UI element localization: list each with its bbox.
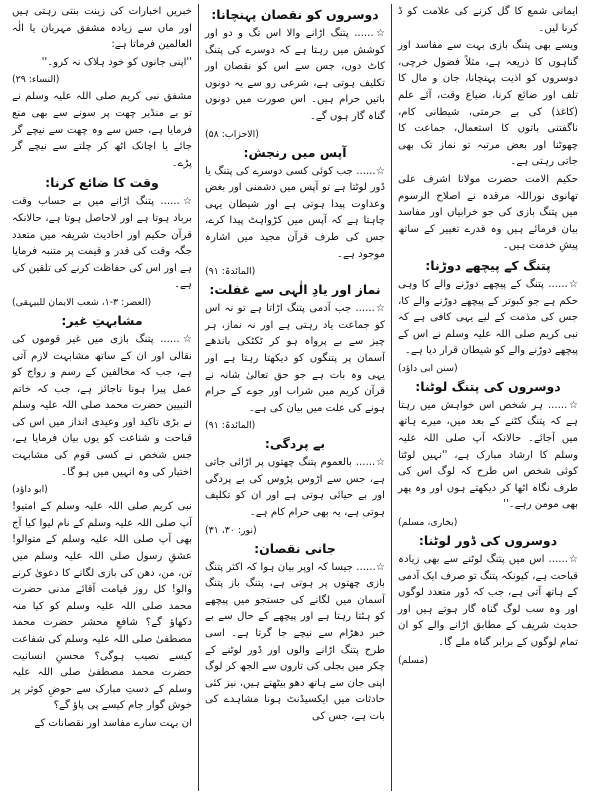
section-heading: مشابہتِ غیر: <box>61 312 143 328</box>
paragraph: ☆...... اس میں پتنگ لوٹنے سے بھی زیادہ قباحت ہے، کیونکہ پتنگ تو صرف ایک آدمی کے ہاتھ آتی ہے، جب کہ ڈور متعدد لوگوں اور وہ سب لوگ گناہ گار ہوتے ہیں اور حدیث شریف کے مطابق اڑانے والے کو ان تمام لوگوں کے برابر گناہ ملے گا۔ <box>398 554 578 648</box>
paragraph: ☆...... بالعموم پتنگ چھتوں پر اڑائی جاتی ہے، جس سے اڑوس پڑوس کی بے پردگی اور بے حیائی ہوتی ہے اور ان کو تکلیف ہوتی ہے، یہ بھی حرام کام ہے۔ <box>205 457 385 519</box>
citation: (المائدۃ: ۹۱) <box>205 266 256 278</box>
paragraph: ☆...... پتنگ اڑانے میں بے حساب وقت برباد ہوتا ہے اور لاحاصل ہوتا ہے، حالانکہ قرآن حکیم اور احادیث شریفہ میں متعدد جگہ وقت کی قدر و قیمت پر متنبہ فرمایا ہے اور اس کی حفاظت کرنے کی تلقین کی ہے۔ <box>12 196 192 291</box>
column-right <box>392 4 584 791</box>
section-heading: جانی نقصان: <box>254 540 336 556</box>
citation: (بخاری، مسلم) <box>398 517 458 529</box>
column-middle <box>199 4 392 791</box>
paragraph: ☆...... ہر شخص اس خواہش میں رہتا ہے کہ پتنگ کٹنے کے بعد میں، میرے ہاتھ میں آجائے۔ حالانکہ آپ صلی اللہ علیہ وسلم کا ارشاد مبارک ہے، ''نہیں لوٹتا کوئی شخص اس طرح کہ لوگ اس کی طرف نگاہ اٹھا کر دیکھتے ہوں اور وہ پھر بھی مومن رہے۔'' <box>398 399 578 511</box>
paragraph: ایمانی شمع کا گل کرنے کی علامت کو ڈ کرنا لیں۔ <box>398 6 578 34</box>
citation: (مسلم) <box>398 654 429 666</box>
paragraph: ☆...... جیسا کہ اوپر بیان ہوا کہ اکثر پتنگ بازی چھتوں پر ہوتی ہے، پتنگ باز پتنگ آسمان میں لگانے کی جستجو میں پیچھے کو ہٹتا رہتا ہے اور پیچھے کے حال سے بے خبر دھڑام سے نیچے جا گرتا ہے۔ اسی طرح پتنگ اڑانے والوں اور ڈور لوٹنے کے چکر میں بجلی کی تاروں سے الجھ کر لوگ اپنی جان سے ہاتھ دھو بیٹھتے ہیں، نیز کئی حادثات میں ایکسیڈنٹ ہونا مشاہدے کی بات ہے، جس کی <box>205 561 385 722</box>
section-heading: نماز اور یادِ الٰہی سے غفلت: <box>209 282 381 298</box>
column-left <box>6 4 199 791</box>
section-heading: وقت کا ضائع کرنا: <box>45 175 159 191</box>
paragraph: ''اپنی جانوں کو خود ہلاک نہ کرو۔'' <box>41 56 192 68</box>
paragraph: ویسے بھی پتنگ بازی بہت سے مفاسد اور گناہوں کا ذریعہ ہے، مثلاً فضول خرچی، دوسروں کو اذیت پہنچانا، جان و مال کا تلف اور ضائع کرنا، ضیاع وقت، آئے علم (کاغذ) کی بے حرمتی، شیطانی کام، ناگفتنی باتوں کا استعمال، جماعت کا چھوٹنا اور بعض مرتبہ تو نماز تک بھی جاتی رہتی ہے۔ <box>398 40 578 168</box>
section-heading: پتنگ کے پیچھے دوڑنا: <box>425 257 551 273</box>
citation: (النساء: ۲۹) <box>12 74 60 86</box>
citation: (سنن ابی داؤد) <box>398 362 458 374</box>
article-page <box>6 4 584 791</box>
paragraph: مشفق نبی کریم صلی اللہ علیہ وسلم نے تو بے منڈیر چھت پر سونے سے بھی منع فرمایا ہے، جس سے وہ چھت سے نیچے گر جائے یا اچانک اٹھ کر چلتے سے نیچے گر پڑے۔ <box>12 91 192 169</box>
section-heading: آپس میں رنجش: <box>243 144 347 160</box>
paragraph: ☆...... جب آدمی پتنگ اڑاتا ہے تو نہ اس کو جماعت یاد رہتی ہے اور نہ نماز، ہر چیز سے بے پرواہ ہو کر ٹکٹکی باندھے آسمان پر پتنگوں کو دیکھتا رہتا ہے اور یہی وہ بات ہے جو حق تعالیٰ شانہ نے قرآن کریم میں شراب اور جوے کے حرام ہونے کی علت میں بیان کی ہے۔ <box>205 303 385 414</box>
section-heading: دوسروں کی پتنگ لوٹنا: <box>415 378 561 394</box>
paragraph: ان بہت سارے مفاسد اور نقصانات کے <box>34 717 192 729</box>
citation: (المائدۃ: ۹۱) <box>205 420 256 432</box>
paragraph: خبریں اخبارات کی زینت بنتی رہتی ہیں اور ماں سے زیادہ مشفق مہربان یا الٰہ العالمین فرماتا ہے: <box>12 6 192 51</box>
paragraph: حکیم الامت حضرت مولانا اشرف علی تھانوی نوراللہ مرقدہ نے اصلاح الرسوم میں پتنگ بازی کی جو خرابیاں اور مفاسد بیان فرمائے ہیں وہ قدرے تغییر کے ساتھ پیشِ خدمت ہیں۔ <box>398 173 578 252</box>
citation: (العصر: ۳-۱، شعب الایمان للبیہقی) <box>12 296 152 308</box>
citation: (ابو داؤد) <box>12 484 48 496</box>
paragraph: ☆...... جب کوئی کسی دوسرے کی پتنگ یا ڈور لوٹتا ہے تو آپس میں دشمنی اور بغض وعداوت پیدا ہوتی ہے اور شیطان یہی چاہتا ہے کہ آپس میں کڑواہٹ پیدا کرے، جس کی طرف قرآن مجید میں اشارہ موجود ہے۔ <box>205 165 385 260</box>
paragraph: ☆...... پتنگ کے پیچھے دوڑنے والے کا وہی حکم ہے جو کبوتر کے پیچھے دوڑنے والے کا، جس کی مذمت کے لیے یہی کافی ہے کہ نبی کریم صلی اللہ علیہ وسلم نے اس کے پیچھے دوڑنے والے کو شیطان قرار دیا ہے۔ <box>398 278 578 357</box>
section-heading: دوسروں کی ڈور لوٹنا: <box>418 533 558 549</box>
citation: (نور: ۳۰، ۳۱) <box>205 524 257 536</box>
paragraph: نبی کریم صلی اللہ علیہ وسلم کے امتیو! آپ صلی اللہ علیہ وسلم کے نام لیوا کیا آج بھی آپ صلی اللہ علیہ وسلم کے متوالو! عشقِ رسول صلی اللہ علیہ وسلم میں تن، من، دھن کی بازی لگانے کا دعویٰ کرنے والو! کل روز قیامت آقائے مدنی حضرت محمد صلی اللہ علیہ وسلم کو کیا منہ دکھاؤ گے؟ شافعِ محشر حضرت محمد مصطفیٰ صلی اللہ علیہ وسلم کی شفاعت کیسے نصیب ہوگی؟ محسنِ انسانیت حضرت محمد مصطفیٰ صلی اللہ علیہ وسلم کے دستِ مبارک سے حوضِ کوثر پر خوش گوار جام کیسے پی پاؤ گے؟ <box>12 501 192 712</box>
section-heading: بے پردگی: <box>264 436 326 452</box>
section-heading: دوسروں کو نقصان پہنچانا: <box>211 7 379 22</box>
paragraph: ☆...... پتنگ بازی میں غیر قوموں کی نقالی اور ان کے ساتھ مشابہت لازم آتی ہے، جب کہ مخالفین کے رسم و رواج کو عمل پیرا ہونا ناجائز ہے، جب کہ خاتم النبیین حضرت محمد صلی اللہ علیہ وسلم نے بڑی تاکید اور وعیدی انداز میں اس کی قباحت و شناعت کو یوں بیان فرمایا ہے، جس شخص نے کسی قوم کی مشابہت اختیار کی وہ انہیں میں ہو گا۔ <box>12 333 192 478</box>
paragraph: ☆...... پتنگ اڑانے والا اس تگ و دو اور کوشش میں رہتا ہے کہ دوسرے کی پتنگ کاٹ دوں، جس سے اس کو نقصان اور تکلیف ہوتی ہے، شرعی رو سے یہ دونوں باتیں حرام ہیں۔ اس صورت میں دونوں گناہ گار ہوں گے۔ <box>205 28 385 122</box>
citation: (الاحزاب: ۵۸) <box>205 128 259 140</box>
